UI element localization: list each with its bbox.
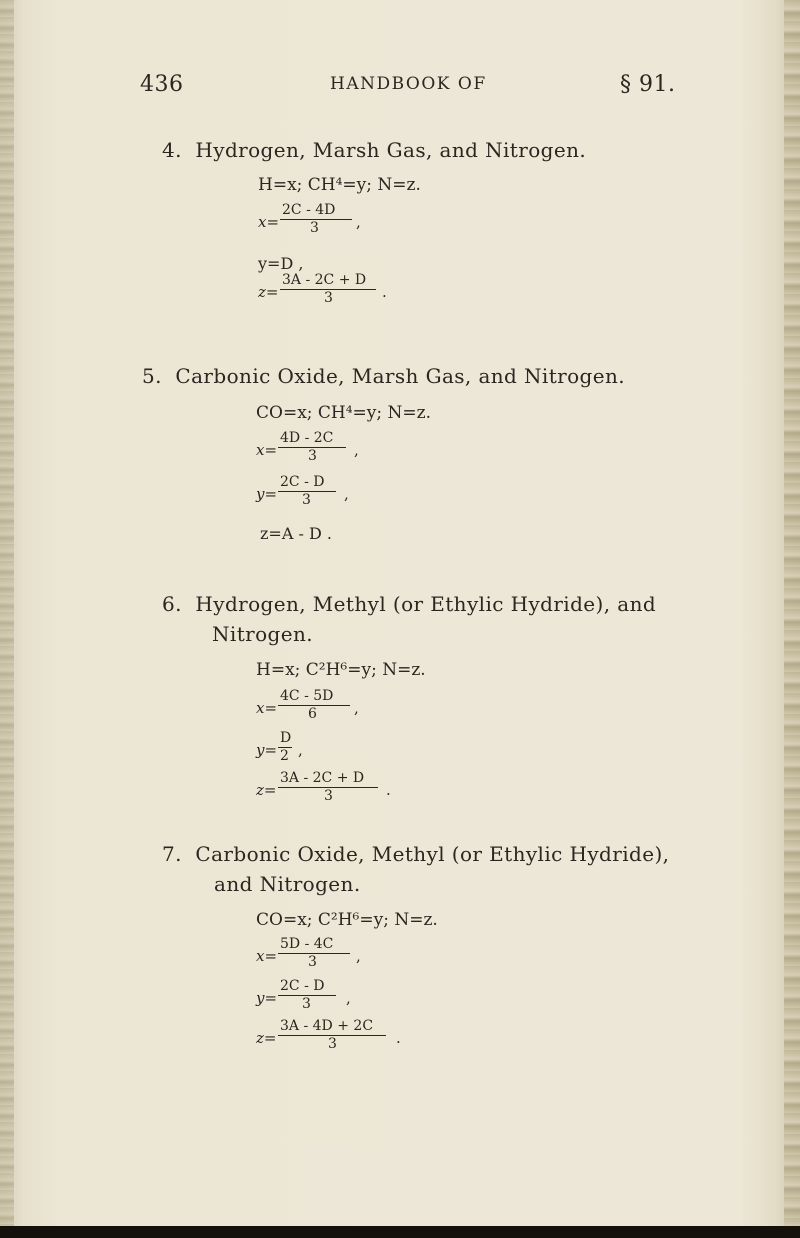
- page-edge-left: [0, 0, 14, 1238]
- variable-definitions: CO=x; C²H⁶=y; N=z.: [256, 910, 438, 930]
- section-marker: § 91.: [620, 72, 676, 97]
- equation-x: x= 2C - 4D 3 ,: [258, 202, 361, 236]
- equation-x: x= 4D - 2C 3 ,: [256, 430, 359, 464]
- variable-definitions: H=x; C²H⁶=y; N=z.: [256, 660, 426, 680]
- page-edge-right: [784, 0, 800, 1238]
- variable-definitions: CO=x; CH⁴=y; N=z.: [256, 403, 432, 423]
- equation-y: y= 2C - D 3 ,: [256, 978, 351, 1012]
- equation-y: y= D 2 ,: [256, 730, 303, 764]
- equation-x: x= 4C - 5D 6 ,: [256, 688, 359, 722]
- equation-x: x= 5D - 4C 3 ,: [256, 936, 361, 970]
- equation-z: z= 3A - 2C + D 3 .: [256, 770, 391, 804]
- section-heading-continued: Nitrogen.: [212, 622, 314, 646]
- section-heading: 4. Hydrogen, Marsh Gas, and Nitrogen.: [162, 138, 587, 162]
- running-title: HANDBOOK OF: [330, 74, 487, 94]
- section-heading: 5. Carbonic Oxide, Marsh Gas, and Nitrogen.: [142, 364, 626, 388]
- equation-z: z= 3A - 4D + 2C 3 .: [256, 1018, 401, 1052]
- running-head: [140, 72, 700, 102]
- page-number: 436: [140, 72, 184, 97]
- section-heading: 7. Carbonic Oxide, Methyl (or Ethylic Hydride),: [162, 842, 670, 866]
- equation-z: z= 3A - 2C + D 3 .: [258, 272, 387, 306]
- section-heading: 6. Hydrogen, Methyl (or Ethylic Hydride), and: [162, 592, 657, 616]
- equation-y: y=D ,: [258, 254, 304, 273]
- page-bottom-edge: [0, 1226, 800, 1238]
- variable-definitions: H=x; CH⁴=y; N=z.: [258, 175, 421, 195]
- section-heading-continued: and Nitrogen.: [214, 872, 361, 896]
- equation-y: y= 2C - D 3 ,: [256, 474, 349, 508]
- equation-z: z=A - D .: [260, 524, 332, 543]
